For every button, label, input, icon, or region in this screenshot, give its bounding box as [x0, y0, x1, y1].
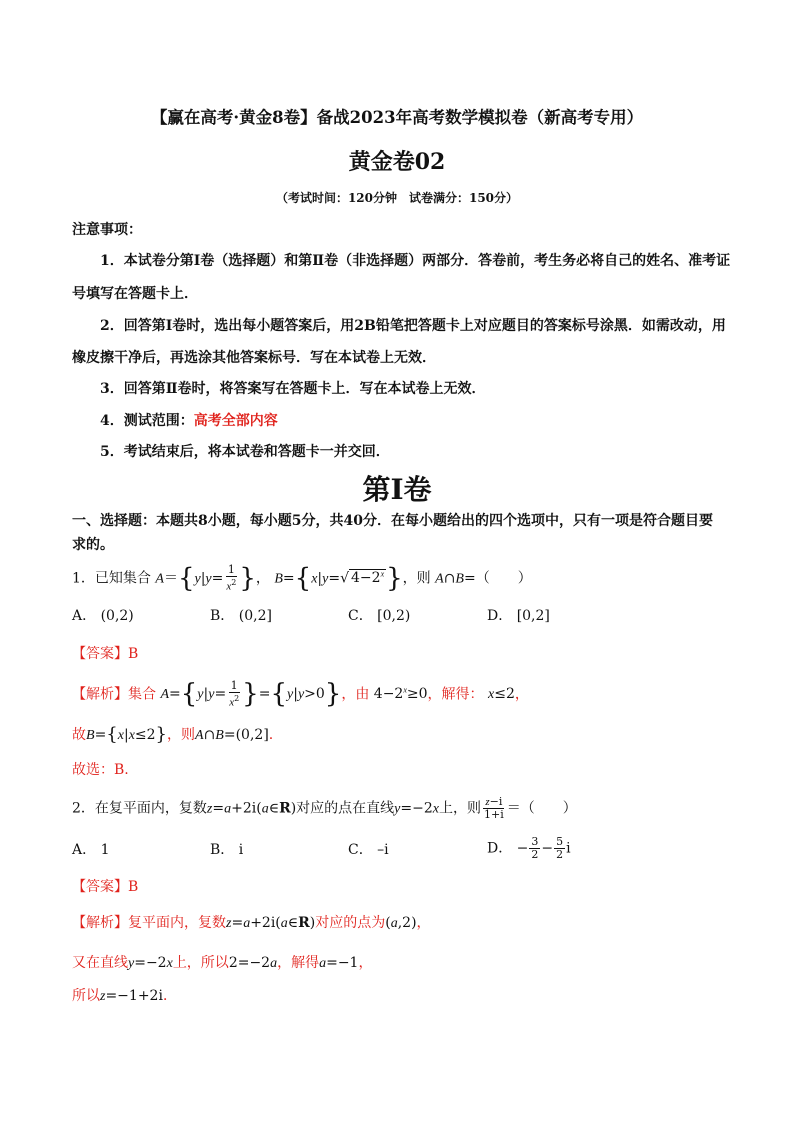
note-item-5: 5．考试结束后，将本试卷和答题卡一并交回． [100, 444, 390, 460]
note-item-4 [100, 411, 278, 431]
question-1-option-d: D． [0,2] [487, 608, 550, 624]
question-2-analysis-line-3: 所以z=−1+2i． [72, 988, 177, 1004]
section-intro-line-2: 求的。 [72, 537, 114, 553]
note-item-3: 3．回答第Ⅱ卷时，将答案写在答题卡上．写在本试卷上无效． [100, 381, 486, 397]
question-2-option-d: D． − $\frac{3}{2}$ − $\frac{5}{2}$ i [487, 835, 571, 861]
notes-heading: 注意事项： [72, 222, 142, 238]
note-item-1-line-2: 号填写在答题卡上． [72, 286, 198, 302]
question-1-analysis-line-2: 故B={x|x≤2}，则A∩B=(0,2]. [72, 724, 274, 745]
note-item-4-label: 4．测试范围： [100, 413, 194, 429]
question-2-option-c: C． –i [348, 842, 389, 858]
question-1-option-a: A． (0,2) [72, 608, 134, 624]
question-2-option-b: B． i [210, 842, 244, 858]
section-title: 第Ⅰ卷 [362, 473, 432, 506]
document-subtitle: 黄金卷02 [348, 149, 446, 175]
question-1-answer: 【答案】B [72, 646, 139, 662]
question-2-analysis-line-1: 【解析】复平面内，复数z=a+2i(a∈R)对应的点为(a,2)， [72, 915, 431, 931]
question-2-stem: 2．在复平面内，复数z=a+2i(a∈R)对应的点在直线y=−2x上，则 $\frac{z-i}{1+i}$ ＝（ ） [72, 795, 577, 821]
question-1-option-c: C． [0,2) [348, 608, 411, 624]
exam-info: （考试时间：120分钟 试卷满分：150分） [275, 191, 519, 205]
question-1-option-b: B． (0,2] [210, 608, 272, 624]
question-2-answer: 【答案】B [72, 879, 139, 895]
question-1-stem: 1．已知集合 A＝{y|y= $\frac{1}{x^2}$ }， B={x|y=√ $4-2^x$}，则 A∩B=（ ） [72, 563, 532, 594]
note-item-1-line-1: 1．本试卷分第Ⅰ卷（选择题）和第Ⅱ卷（非选择题）两部分．答卷前，考生务必将自己的姓名、准考证 [100, 253, 731, 269]
note-item-2-line-1: 2．回答第Ⅰ卷时，选出每小题答案后，用2B铅笔把答题卡上对应题目的答案标号涂黑．如需改动，用 [100, 318, 726, 334]
note-item-2-line-2: 橡皮擦干净后，再选涂其他答案标号．写在本试卷上无效． [72, 350, 436, 366]
question-1-choice: 故选：B. [72, 762, 129, 778]
question-2-option-a: A． 1 [72, 842, 110, 858]
section-intro-line-1: 一、选择题：本题共8小题，每小题5分，共40分．在每小题给出的四个选项中，只有一项是符合题目要 [72, 513, 713, 529]
note-item-4-value: 高考全部内容 [193, 413, 278, 429]
question-1-analysis-line-1: 【解析】集合 A={y|y= $\frac{1}{x^2}$ }={y|y>0}，由 $4-2^x\ge 0$，解得： x≤2， [72, 679, 529, 710]
question-2-analysis-line-2: 又在直线y=−2x上，所以2=−2a，解得a=−1， [72, 955, 373, 971]
document-title: 【赢在高考·黄金8卷】备战2023年高考数学模拟卷（新高考专用） [150, 108, 644, 127]
